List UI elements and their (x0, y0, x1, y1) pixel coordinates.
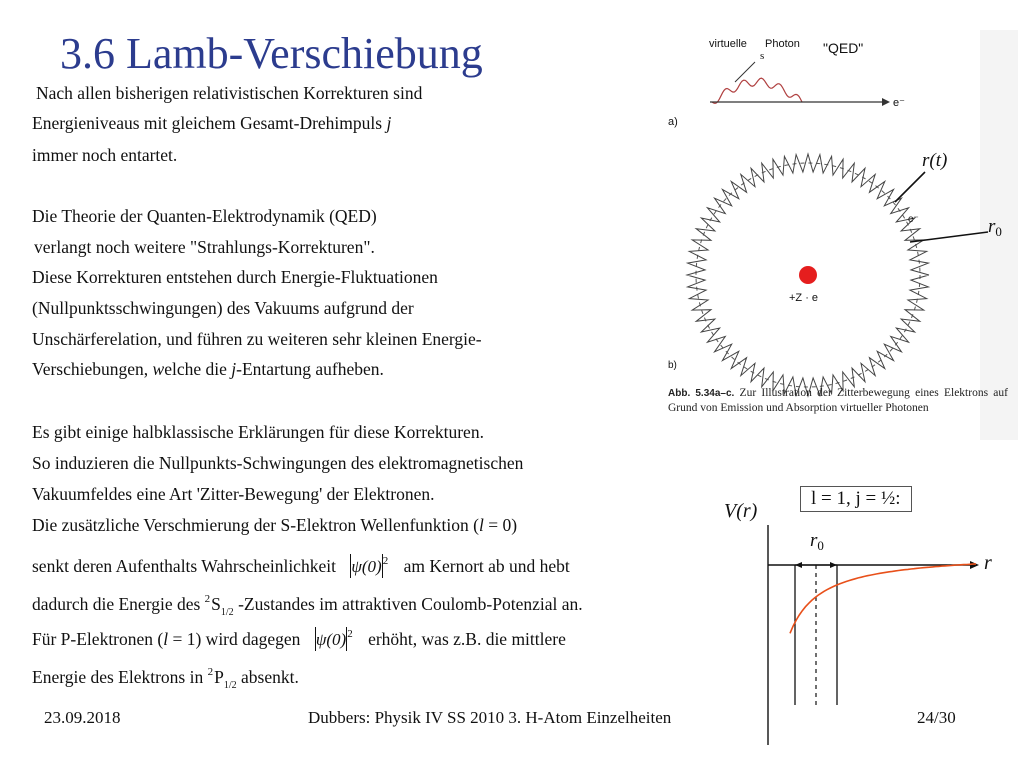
text-line: immer noch entartet. (32, 145, 178, 165)
footer-date: 23.09.2018 (44, 708, 121, 727)
qed-label: "QED" (823, 40, 864, 56)
text-line: So induzieren die Nullpunkts-Schwingungen des elektromagnetischen (32, 453, 524, 473)
footer-title: Dubbers: Physik IV SS 2010 3. H-Atom Einzelheiten (308, 708, 672, 727)
text-line: Vakuumfeldes eine Art 'Zitter-Bewegung' der Elektronen. (32, 484, 435, 504)
text-line: (Nullpunktsschwingungen) des Vakuums aufgrund der (32, 298, 414, 318)
var-j: j (386, 113, 392, 133)
text-span: -Entartung aufheben. (236, 359, 384, 379)
r0-r: r (810, 530, 818, 551)
nucleus-label: +Z · e (789, 292, 819, 304)
electron-label: e⁻ (893, 97, 905, 109)
text-line (32, 550, 570, 578)
text-span: Für P-Elektronen ( (32, 629, 164, 649)
text-line (32, 514, 517, 536)
psi-abs-squared (315, 623, 354, 651)
var-j: j (231, 359, 237, 379)
panel-b-label: b) (668, 360, 677, 371)
text-span: -Zustandes im attraktiven Coulomb-Potenzial an. (233, 594, 583, 614)
text-span: Die zusätzliche Verschmierung der S-Elektron Wellenfunktion ( (32, 515, 479, 535)
text-line: Unschärferelation, und führen zu weiteren sehr kleinen Energie- (32, 329, 482, 349)
text-span: dadurch die Energie des (32, 594, 205, 614)
var-l: l (478, 515, 484, 535)
text-span: = 0) (483, 515, 518, 535)
text-line: verlangt noch weitere "Strahlungs-Korrekturen". (34, 237, 375, 257)
photon-wave (712, 78, 802, 103)
text-span: absenkt. (236, 667, 299, 687)
superscript: 2 (207, 666, 214, 678)
text-line (32, 661, 299, 697)
r0-label-top (988, 216, 1002, 240)
caption-number: Abb. 5.34a–c. (668, 388, 735, 399)
caption-text: Zur Illustration der Zitterbewegung eines Elektrons auf Grund von Emission und Absorption virtueller Photonen (668, 387, 1008, 414)
text-span: Energie des Elektrons in (32, 667, 208, 687)
text-span: P (214, 667, 224, 687)
r0-pointer (910, 232, 988, 242)
condition-box: l = 1, j = ½: (800, 486, 912, 512)
text-span: = 1) wird dagegen (168, 629, 301, 649)
subscript: 1/2 (220, 607, 234, 618)
panel-a-label: a) (668, 116, 678, 128)
text-span: w (152, 359, 165, 379)
psi-exponent: 2 (347, 628, 353, 640)
r-axis-label: r (984, 552, 992, 574)
psi-abs-squared (350, 550, 389, 578)
virtual-label: virtuelle (709, 38, 747, 50)
v-label-text: V(r) (724, 500, 758, 522)
r0-r: r (988, 216, 996, 237)
text-span: Verschiebungen, (32, 359, 153, 379)
slide-title: 3.6 Lamb-Verschiebung (60, 29, 483, 78)
v-axis-label (724, 500, 757, 523)
footer-page: 24/30 (917, 708, 956, 727)
nucleus (799, 266, 817, 284)
r0-sub: 0 (817, 538, 824, 553)
text-span: erhöht, was z.B. die mittlere (368, 629, 566, 649)
text-line: Nach allen bisherigen relativistischen Korrekturen sind (36, 83, 423, 103)
var-l: l (163, 629, 169, 649)
text-span: elche die (164, 359, 232, 379)
psi-exponent: 2 (382, 555, 389, 567)
s-label: s (760, 50, 765, 62)
figure-caption (668, 386, 1008, 416)
text-span: senkt deren Aufenthalts Wahrscheinlichkeit (32, 556, 336, 576)
zitterbewegung-figure (660, 20, 1020, 440)
text-span: Energieniveaus mit gleichem Gesamt-Drehimpuls (32, 113, 387, 133)
text-line (32, 588, 583, 624)
rt-pointer (895, 172, 925, 202)
psi-expr: ψ(0) (315, 630, 347, 649)
coulomb-curve (790, 564, 976, 633)
text-line: Es gibt einige halbklassische Erklärungen für diese Korrekturen. (32, 422, 484, 442)
r0-arrow-left (795, 562, 802, 568)
r0-sub: 0 (995, 224, 1002, 239)
text-line: Die Theorie der Quanten-Elektrodynamik (QED) (32, 206, 377, 226)
text-line (32, 623, 566, 651)
text-span: S (211, 594, 221, 614)
rt-label: r(t) (922, 150, 948, 171)
psi-expr: ψ(0) (351, 557, 382, 576)
r0-arrow-right (830, 562, 837, 568)
text-line (32, 358, 384, 380)
electron-label-circle: e⁻ (908, 214, 919, 225)
text-line: Diese Korrekturen entstehen durch Energie-Fluktuationen (32, 267, 438, 287)
superscript: 2 (204, 593, 211, 605)
text-line (32, 112, 391, 134)
subscript: 1/2 (223, 680, 237, 691)
label-pointer (735, 62, 755, 82)
text-span: am Kernort ab und hebt (403, 556, 570, 576)
photon-label: Photon (765, 38, 800, 50)
arrow-head (882, 98, 890, 106)
